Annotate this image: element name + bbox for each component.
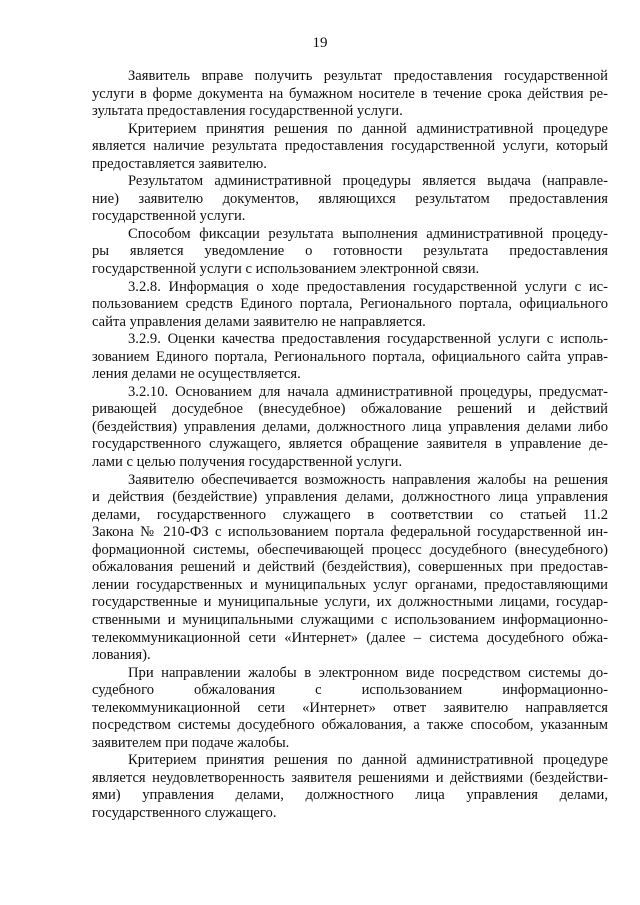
text-line: Результатом административной процедуры является выдача (направле-: [128, 173, 608, 190]
text-line: ние) заявителю документов, являющихся результатом предоставления: [92, 190, 608, 207]
text-line: Способом фиксации результата выполнения административной процеду-: [128, 225, 608, 242]
text-line: ственными и муниципальными служащими с использованием информационно-: [92, 611, 608, 628]
text-line: ления делами не осуществляется.: [92, 366, 301, 383]
text-line: Закона № 210-ФЗ с использованием портала федеральной государственной ин-: [92, 524, 608, 541]
paragraph: [92, 331, 608, 384]
text-line: лении государственных и муниципальных услуг органами, предоставляющими: [92, 576, 608, 593]
paragraph: [92, 472, 608, 665]
text-line: судебного обжалования с использованием информационно-: [92, 682, 608, 699]
text-line: телекоммуникационной сети «Интернет» (далее – система досудебного обжа-: [92, 629, 608, 646]
text-line: государственной услуги с использованием электронной связи.: [92, 261, 480, 278]
paragraph: [92, 68, 608, 121]
text-line: обжалования решений и действий (бездействия), совершенных при предостав-: [92, 559, 608, 576]
text-line: является неудовлетворенность заявителя решениями и действиями (бездействи-: [92, 769, 608, 786]
text-line: услуги в форме документа на бумажном носителе в течение срока действия ре-: [92, 85, 608, 102]
text-line: зованием Единого портала, Регионального портала, официального сайта управ-: [92, 348, 608, 365]
paragraph: [92, 279, 608, 332]
text-line: является наличие результата предоставления государственной услуги, который: [92, 138, 608, 155]
text-line: государственные и муниципальные услуги, их должностными лицами, государ-: [92, 594, 608, 611]
text-line: При направлении жалобы в электронном виде посредством системы до-: [128, 664, 608, 681]
text-line: государственной услуги.: [92, 208, 246, 225]
text-line: государственного служащего, является обращение заявителя в управление де-: [92, 436, 608, 453]
text-line: и действия (бездействие) управления делами, должностного лица управления: [92, 489, 608, 506]
body-text: [92, 68, 608, 823]
text-line: Заявителю обеспечивается возможность направления жалобы на решения: [128, 471, 608, 488]
text-line: ры является уведомление о готовности результата предоставления: [92, 243, 608, 260]
text-line: предоставляется заявителю.: [92, 155, 267, 172]
text-line: Критерием принятия решения по данной административной процедуре: [128, 752, 608, 769]
paragraph: [92, 226, 608, 279]
paragraph: [92, 173, 608, 226]
text-line: 3.2.10. Основанием для начала административной процедуры, предусмат-: [128, 383, 608, 400]
text-line: Критерием принятия решения по данной административной процедуре: [128, 120, 608, 137]
text-line: 3.2.8. Информация о ходе предоставления государственной услуги с ис-: [128, 278, 608, 295]
paragraph: [92, 384, 608, 472]
text-line: Заявитель вправе получить результат предоставления государственной: [128, 68, 608, 84]
paragraph: [92, 121, 608, 174]
page-number: 19: [312, 35, 328, 51]
text-line: лования).: [92, 647, 151, 664]
text-line: посредством системы досудебного обжалования, а также способом, указанным: [92, 717, 608, 734]
text-line: ями) управления делами, должностного лица управления делами,: [92, 787, 608, 804]
text-line: лами с целью получения государственной услуги.: [92, 454, 403, 471]
text-line: пользованием средств Единого портала, Регионального портала, официального: [92, 296, 608, 313]
text-line: сайта управления делами заявителю не направляется.: [92, 313, 426, 330]
text-line: ривающей досудебное (внесудебное) обжалование решений и действий: [92, 401, 608, 418]
text-line: 3.2.9. Оценки качества предоставления государственной услуги с исполь-: [128, 331, 608, 348]
text-line: зультата предоставления государственной услуги.: [92, 103, 403, 120]
text-line: телекоммуникационной сети «Интернет» ответ заявителю направляется: [92, 699, 608, 716]
text-line: государственного служащего.: [92, 804, 277, 821]
paragraph: [92, 665, 608, 753]
paragraph: [92, 752, 608, 822]
text-line: формационной системы, обеспечивающей процесс досудебного (внесудебного): [92, 541, 608, 558]
text-line: делами, государственного служащего в соответствии со статьей 11.2: [92, 506, 608, 523]
text-line: заявителем при подаче жалобы.: [92, 734, 290, 751]
text-line: (бездействия) управления делами, должностного лица управления делами либо: [92, 418, 608, 435]
